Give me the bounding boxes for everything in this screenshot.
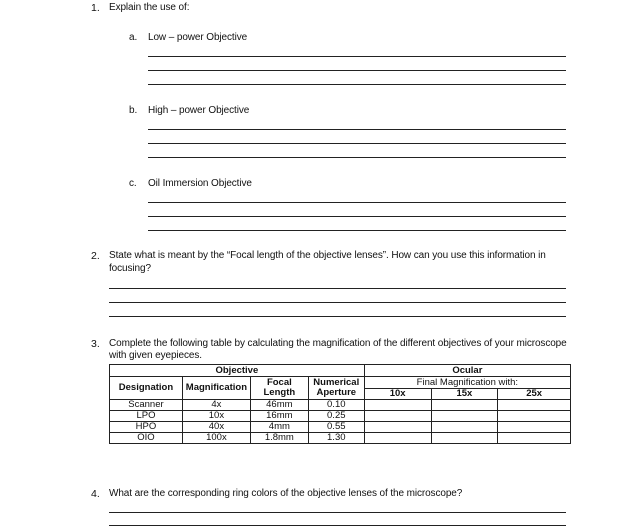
answer-cell[interactable] <box>431 411 498 422</box>
table-row <box>110 411 571 422</box>
q2-number: 2. <box>91 250 100 262</box>
answer-line[interactable] <box>109 512 566 513</box>
objective-header: Objective <box>110 365 365 377</box>
table-row <box>110 433 571 444</box>
focal-cell: 1.8mm <box>250 433 308 444</box>
answer-cell[interactable] <box>364 433 431 444</box>
q1-number: 1. <box>91 2 100 14</box>
designation-header: Designation <box>110 377 183 400</box>
aperture-cell: 0.55 <box>308 422 364 433</box>
eyepiece-25x-header: 25x <box>498 389 571 400</box>
eyepiece-10x-header: 10x <box>364 389 431 400</box>
answer-line[interactable] <box>148 202 566 203</box>
answer-cell[interactable] <box>498 411 571 422</box>
q1b-letter: b. <box>129 105 138 116</box>
answer-line[interactable] <box>148 56 566 57</box>
focal-length-header: Focal Length <box>250 377 308 400</box>
q3-line2: with given eyepieces. <box>109 350 202 361</box>
magnification-cell: 100x <box>182 433 250 444</box>
answer-line[interactable] <box>148 70 566 71</box>
q1c-label: Oil Immersion Objective <box>148 178 252 189</box>
answer-cell[interactable] <box>498 400 571 411</box>
answer-line[interactable] <box>109 316 566 317</box>
answer-line[interactable] <box>148 84 566 85</box>
answer-cell[interactable] <box>498 422 571 433</box>
aperture-cell: 0.25 <box>308 411 364 422</box>
aperture-cell: 1.30 <box>308 433 364 444</box>
focal-cell: 16mm <box>250 411 308 422</box>
designation-cell: HPO <box>110 422 183 433</box>
answer-line[interactable] <box>148 129 566 130</box>
answer-line[interactable] <box>148 157 566 158</box>
designation-cell: Scanner <box>110 400 183 411</box>
ocular-header: Ocular <box>364 365 570 377</box>
q2-line2: focusing? <box>109 263 151 274</box>
answer-cell[interactable] <box>364 411 431 422</box>
answer-line[interactable] <box>109 525 566 526</box>
magnification-cell: 40x <box>182 422 250 433</box>
answer-line[interactable] <box>148 216 566 217</box>
q1a-label: Low – power Objective <box>148 32 248 43</box>
q1c-letter: c. <box>129 178 137 189</box>
answer-cell[interactable] <box>431 433 498 444</box>
q1b-label: High – power Objective <box>148 105 250 116</box>
magnification-cell: 4x <box>182 400 250 411</box>
focal-cell: 4mm <box>250 422 308 433</box>
answer-line[interactable] <box>148 230 566 231</box>
answer-line[interactable] <box>109 288 566 289</box>
answer-cell[interactable] <box>431 422 498 433</box>
focal-cell: 46mm <box>250 400 308 411</box>
answer-cell[interactable] <box>498 433 571 444</box>
answer-line[interactable] <box>109 302 566 303</box>
magnification-header: Magnification <box>182 377 250 400</box>
q3-line1: Complete the following table by calculating the magnification of the different objectives of your microscope <box>109 338 567 349</box>
designation-cell: LPO <box>110 411 183 422</box>
answer-cell[interactable] <box>364 400 431 411</box>
q4-number: 4. <box>91 488 100 500</box>
q3-number: 3. <box>91 338 100 350</box>
q2-line1: State what is meant by the “Focal length of the objective lenses”. How can you use this information in <box>109 250 546 261</box>
magnification-cell: 10x <box>182 411 250 422</box>
answer-line[interactable] <box>148 143 566 144</box>
numerical-aperture-header: Numerical Aperture <box>308 377 364 400</box>
answer-cell[interactable] <box>364 422 431 433</box>
final-magnification-header: Final Magnification with: <box>364 377 570 389</box>
eyepiece-15x-header: 15x <box>431 389 498 400</box>
designation-cell: OIO <box>110 433 183 444</box>
table-row <box>110 422 571 433</box>
magnification-table <box>109 364 571 444</box>
q1a-letter: a. <box>129 32 138 43</box>
aperture-cell: 0.10 <box>308 400 364 411</box>
q4-text: What are the corresponding ring colors of the objective lenses of the microscope? <box>109 488 463 499</box>
answer-cell[interactable] <box>431 400 498 411</box>
table-row <box>110 400 571 411</box>
q1-text: Explain the use of: <box>109 2 190 13</box>
